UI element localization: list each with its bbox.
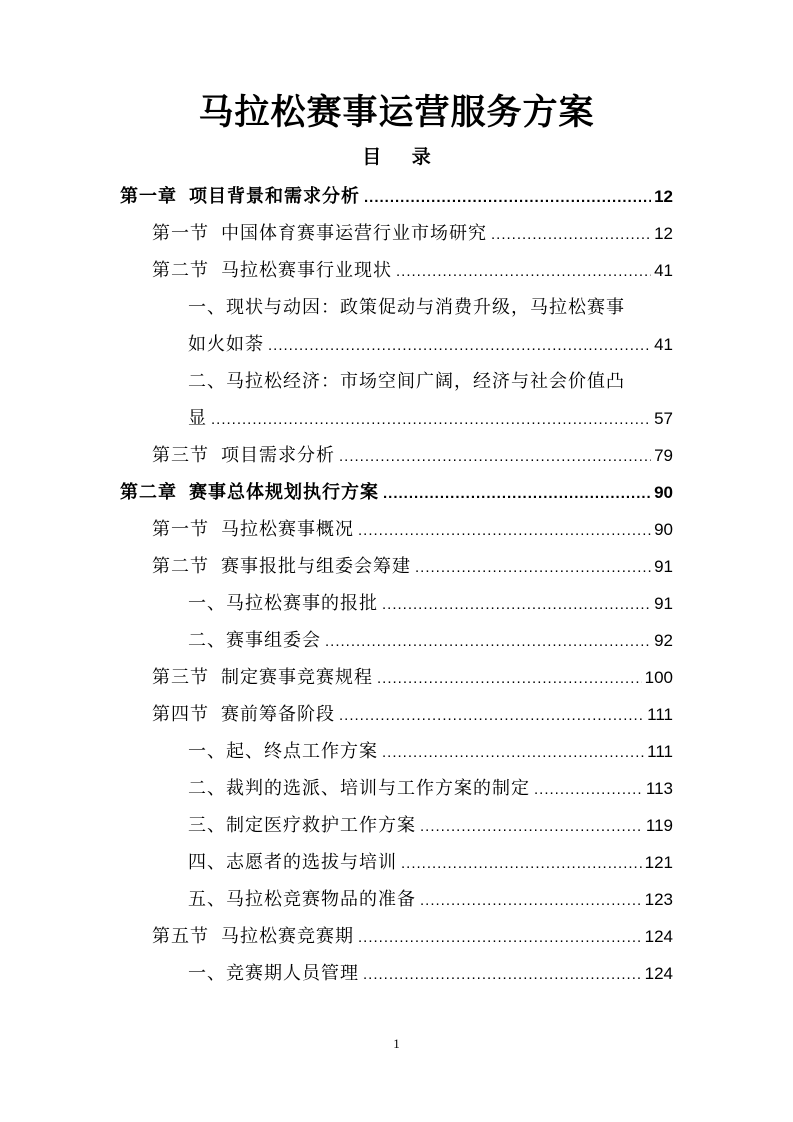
toc-entry-text: 一、起、终点工作方案 (188, 741, 378, 762)
toc-entry-chapter-2[interactable] (120, 474, 673, 511)
toc-leader-dots (491, 216, 651, 253)
toc-entry-text: 项目需求分析 (221, 445, 335, 466)
toc-entry-section[interactable] (152, 659, 673, 696)
toc-entry-page: 113 (645, 779, 673, 798)
toc-entry-page: 119 (645, 816, 673, 835)
toc-entry-page: 90 (654, 520, 673, 539)
toc-entry-page: 92 (654, 631, 673, 650)
toc-entry-subsection-continuation[interactable] (188, 326, 673, 363)
toc-leader-dots (358, 919, 642, 956)
toc-entry-text-continued: 如火如荼 (188, 334, 264, 355)
toc-entry-page: 79 (654, 446, 673, 465)
toc-entry-text: 一、现状与动因：政策促动与消费升级，马拉松赛事 (188, 297, 625, 318)
toc-entry-page: 100 (644, 668, 673, 687)
toc-entry-page: 91 (654, 594, 673, 613)
document-title: 马拉松赛事运营服务方案 (198, 93, 595, 133)
toc-leader-dots (382, 586, 651, 623)
toc-entry-text: 赛事总体规划执行方案 (189, 482, 379, 503)
toc-leader-dots (364, 179, 651, 216)
toc-entry-text: 赛事报批与组委会筹建 (221, 556, 411, 577)
toc-leader-dots (415, 549, 651, 586)
toc-entry-text: 马拉松赛竞赛期 (221, 926, 354, 947)
toc-entry-page: 12 (654, 187, 673, 206)
toc-leader-dots (401, 845, 642, 882)
toc-leader-dots (382, 734, 644, 771)
toc-leader-dots (420, 882, 642, 919)
toc-leader-dots (377, 660, 642, 697)
toc-entry-text: 二、赛事组委会 (188, 630, 321, 651)
toc-entry-text: 马拉松赛事行业现状 (221, 260, 392, 281)
toc-leader-dots (325, 623, 651, 660)
toc-entry-number: 第三节 (152, 667, 209, 688)
toc-entry-page: 41 (654, 261, 673, 280)
toc-entry-text: 三、制定医疗救护工作方案 (188, 815, 416, 836)
toc-leader-dots (339, 438, 651, 475)
toc-entry-text: 五、马拉松竞赛物品的准备 (188, 889, 416, 910)
toc-entry-page: 91 (654, 557, 673, 576)
toc-leader-dots (358, 512, 651, 549)
toc-entry-subsection[interactable] (188, 770, 673, 807)
toc-leader-dots (534, 771, 643, 808)
toc-leader-dots (396, 253, 651, 290)
toc-entry-page: 124 (644, 927, 673, 946)
toc-entry-text: 制定赛事竞赛规程 (221, 667, 373, 688)
toc-entry-text: 马拉松赛事概况 (221, 519, 354, 540)
toc-leader-dots (268, 327, 651, 364)
toc-entry-text: 一、马拉松赛事的报批 (188, 593, 378, 614)
toc-entry-section[interactable] (152, 252, 673, 289)
toc-leader-dots (363, 956, 642, 993)
toc-entry-section[interactable] (152, 437, 673, 474)
toc-entry-page: 111 (647, 742, 673, 761)
toc-entry-number: 第五节 (152, 926, 209, 947)
toc-entry-subsection[interactable] (188, 807, 673, 844)
toc-entry-number: 第一节 (152, 223, 209, 244)
toc-entry-number: 第四节 (152, 704, 209, 725)
toc-entry-subsection-continuation[interactable] (188, 400, 673, 437)
toc-entry-page: 111 (647, 705, 673, 724)
toc-entry-subsection[interactable] (188, 881, 673, 918)
toc-entry-text: 四、志愿者的选拔与培训 (188, 852, 397, 873)
toc-leader-dots (420, 808, 643, 845)
toc-heading: 目 录 (362, 146, 443, 168)
toc-entry-subsection[interactable] (188, 733, 673, 770)
toc-entry-page: 41 (654, 335, 673, 354)
toc-entry-section[interactable] (152, 215, 673, 252)
toc-entry-section[interactable] (152, 511, 673, 548)
toc-entry-text: 中国体育赛事运营行业市场研究 (221, 223, 487, 244)
toc-entry-page: 124 (644, 964, 673, 983)
toc-entry-text: 二、裁判的选派、培训与工作方案的制定 (188, 778, 530, 799)
toc-entry-subsection-first-line[interactable] (188, 289, 673, 326)
toc-entry-subsection[interactable] (188, 844, 673, 881)
toc-leader-dots (383, 475, 651, 512)
toc-entry-number: 第一章 (120, 186, 177, 207)
toc-entry-text: 项目背景和需求分析 (189, 186, 360, 207)
toc-entry-subsection-first-line[interactable] (188, 363, 673, 400)
toc-entry-page: 57 (654, 409, 673, 428)
toc-entry-subsection[interactable] (188, 585, 673, 622)
toc-entry-text: 赛前筹备阶段 (221, 704, 335, 725)
toc-entry-section[interactable] (152, 696, 673, 733)
toc-entry-number: 第一节 (152, 519, 209, 540)
page-number: 1 (393, 1036, 400, 1051)
toc-entry-text-continued: 显 (188, 408, 207, 429)
toc-entry-page: 12 (654, 224, 673, 243)
toc-entry-number: 第二节 (152, 260, 209, 281)
toc-leader-dots (211, 401, 651, 438)
toc-entry-subsection[interactable] (188, 955, 673, 992)
toc-entry-subsection[interactable] (188, 622, 673, 659)
toc-entry-chapter-1[interactable] (120, 178, 673, 215)
toc-entry-section[interactable] (152, 918, 673, 955)
toc-entry-number: 第三节 (152, 445, 209, 466)
toc-entry-page: 123 (644, 890, 673, 909)
toc-entry-page: 90 (654, 483, 673, 502)
toc-entry-section[interactable] (152, 548, 673, 585)
toc-entry-number: 第二节 (152, 556, 209, 577)
toc-leader-dots (339, 697, 644, 734)
toc-entry-text: 二、马拉松经济：市场空间广阔，经济与社会价值凸 (188, 371, 625, 392)
toc-entry-text: 一、竞赛期人员管理 (188, 963, 359, 984)
toc-entry-number: 第二章 (120, 482, 177, 503)
toc-entry-page: 121 (644, 853, 673, 872)
